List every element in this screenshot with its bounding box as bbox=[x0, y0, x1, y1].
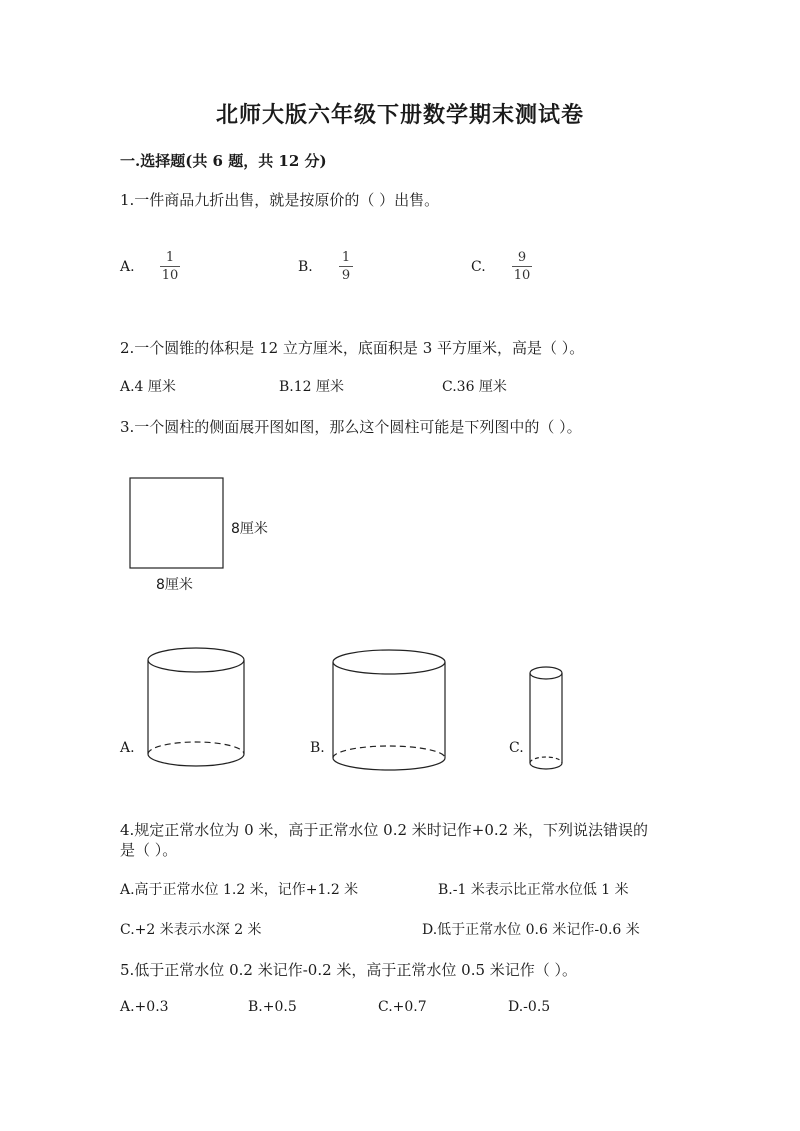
q5-option-c[interactable]: C.+0.7 bbox=[378, 999, 427, 1015]
fraction-denominator: 10 bbox=[513, 268, 531, 283]
q4-option-b[interactable]: B.-1 米表示比正常水位低 1 米 bbox=[438, 882, 629, 898]
q5-option-d[interactable]: D.-0.5 bbox=[508, 999, 551, 1015]
question-4-stem-line1: 4.规定正常水位为 0 米，高于正常水位 0.2 米时记作+0.2 米，下列说法错误的 bbox=[120, 821, 648, 839]
question-4-stem-line2: 是（ ）。 bbox=[120, 841, 178, 859]
q5-option-b[interactable]: B.+0.5 bbox=[248, 999, 297, 1015]
q3-option-a[interactable]: A. bbox=[120, 740, 135, 756]
fraction-numerator: 1 bbox=[165, 250, 175, 265]
q1-option-c-letter[interactable]: C. bbox=[471, 259, 486, 275]
cylinder-a-shape bbox=[148, 648, 244, 766]
q4-option-c[interactable]: C.+2 米表示水深 2 米 bbox=[120, 922, 262, 938]
fraction-numerator: 1 bbox=[341, 250, 351, 265]
fraction-denominator: 10 bbox=[161, 268, 179, 283]
section-heading: 一.选择题(共 6 题，共 12 分) bbox=[120, 152, 327, 170]
q2-option-b[interactable]: B.12 厘米 bbox=[279, 379, 345, 395]
q3-option-b[interactable]: B. bbox=[310, 740, 325, 756]
q4-option-a[interactable]: A.高于正常水位 1.2 米，记作+1.2 米 bbox=[120, 882, 359, 898]
question-3-stem: 3.一个圆柱的侧面展开图如图，那么这个圆柱可能是下列图中的（ ）。 bbox=[120, 418, 582, 436]
square-side-label: 8厘米 bbox=[231, 521, 268, 537]
q2-option-a[interactable]: A.4 厘米 bbox=[120, 379, 176, 395]
question-2-stem: 2.一个圆锥的体积是 12 立方厘米，底面积是 3 平方厘米，高是（ ）。 bbox=[120, 339, 585, 357]
unfolded-square bbox=[130, 478, 223, 568]
q1-option-b-letter[interactable]: B. bbox=[298, 259, 313, 275]
cylinder-c-shape bbox=[530, 667, 562, 769]
question-5-stem: 5.低于正常水位 0.2 米记作-0.2 米，高于正常水位 0.5 米记作（ ）。 bbox=[120, 961, 578, 979]
q4-option-d[interactable]: D.低于正常水位 0.6 米记作-0.6 米 bbox=[422, 922, 640, 938]
fraction-numerator: 9 bbox=[517, 250, 527, 265]
q5-option-a[interactable]: A.+0.3 bbox=[120, 999, 169, 1015]
q3-option-c[interactable]: C. bbox=[509, 740, 524, 756]
cylinder-b-shape bbox=[333, 650, 445, 770]
square-bottom-label: 8厘米 bbox=[156, 577, 193, 593]
page-title: 北师大版六年级下册数学期末测试卷 bbox=[215, 102, 584, 128]
fraction-denominator: 9 bbox=[341, 268, 351, 283]
question-1-stem: 1.一件商品九折出售，就是按原价的（ ）出售。 bbox=[120, 191, 440, 209]
q1-option-a-letter[interactable]: A. bbox=[120, 259, 135, 275]
q2-option-c[interactable]: C.36 厘米 bbox=[442, 379, 507, 395]
